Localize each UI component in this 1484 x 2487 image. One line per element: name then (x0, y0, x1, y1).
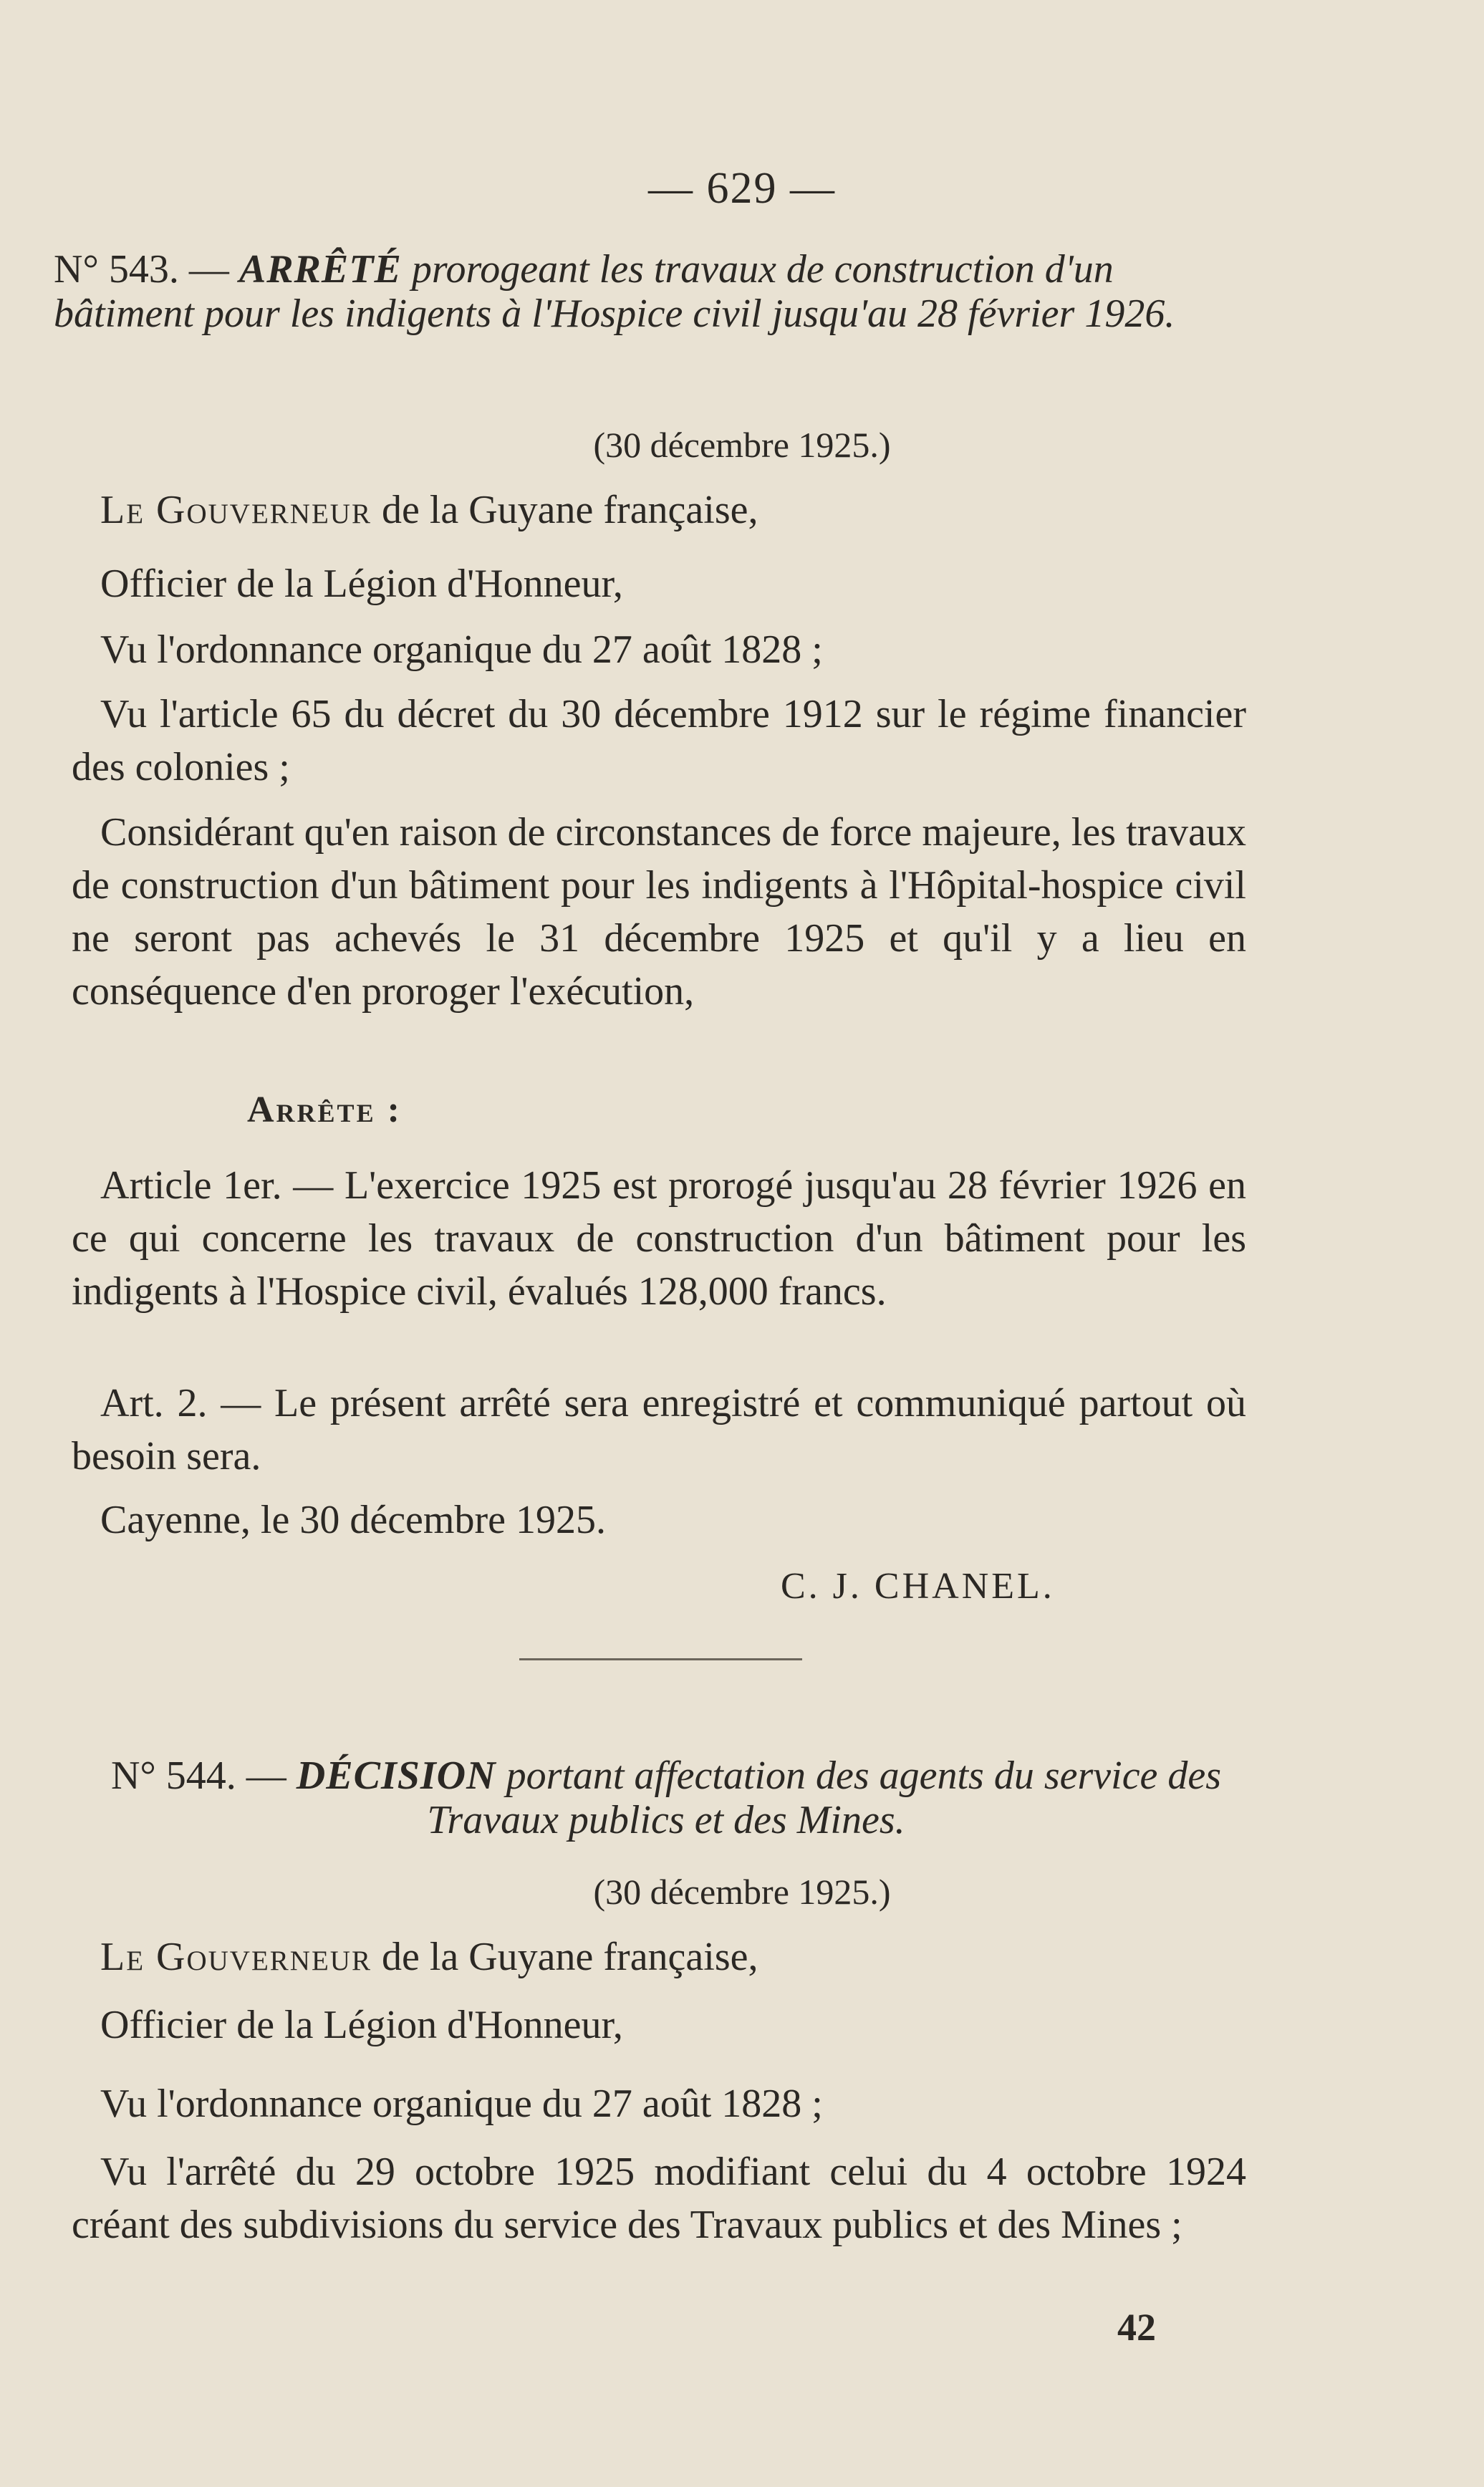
section-divider (519, 1658, 802, 1660)
entry-544-heading (72, 1754, 1261, 1842)
governor-title: Le Gouverneur (100, 488, 372, 532)
governor-territory: de la Guyane française, (381, 488, 758, 532)
entry-543-signature: C. J. CHANEL. (781, 1566, 1055, 1607)
entry-543-arrete-label: Arrête : (247, 1089, 402, 1130)
entry-543-vu-ordonnance: Vu l'ordonnance organique du 27 août 1828 ; (100, 627, 823, 672)
entry-543-officer: Officier de la Légion d'Honneur, (100, 562, 623, 606)
governor-territory: de la Guyane française, (381, 1935, 758, 1979)
entry-543-considerant: Considérant qu'en raison de circonstances de force majeure, les travaux de construction d'un bâtiment pour les indigents à l'Hôpital-hospice civil ne seront pas achevés le 31 décembre 1925 et qu'il y a lieu en conséquence d'en proroger l'exécution, (72, 810, 1246, 1014)
entry-543-place-date: Cayenne, le 30 décembre 1925. (100, 1498, 606, 1542)
entry-543-heading (54, 247, 1257, 336)
entry-543-governor (72, 484, 1246, 537)
entry-544-number: N° 544. — (110, 1754, 286, 1798)
entry-544-date: (30 décembre 1925.) (593, 1872, 891, 1912)
footer-signature-number: 42 (1117, 2306, 1156, 2349)
entry-543-date: (30 décembre 1925.) (593, 425, 891, 465)
entry-543-vu-decret: Vu l'article 65 du décret du 30 décembre 1912 sur le régime financier des colonies ; (72, 692, 1246, 789)
entry-544-keyword: DÉCISION (296, 1754, 496, 1798)
entry-544-vu-ordonnance: Vu l'ordonnance organique du 27 août 1828 ; (100, 2082, 823, 2126)
governor-title: Le Gouverneur (100, 1935, 372, 1979)
entry-543-article-1: Article 1er. — L'exercice 1925 est prorogé jusqu'au 28 février 1926 en ce qui concerne les travaux de construction d'un bâtiment pour les indigents à l'Hospice civil, évalués 128,000 francs. (72, 1163, 1246, 1314)
entry-544-description: portant affectation des agents du service des Travaux publics et des Mines. (427, 1754, 1222, 1842)
entry-543-number: N° 543. — (54, 247, 229, 292)
entry-543-description: prorogeant les travaux de construction d'un bâtiment pour les indigents à l'Hospice civil jusqu'au 28 février 1926. (54, 247, 1175, 336)
entry-544-officer: Officier de la Légion d'Honneur, (100, 2003, 623, 2047)
entry-544-governor (72, 1930, 1246, 1983)
entry-543-keyword: ARRÊTÉ (238, 247, 402, 292)
page-number: — 629 — (648, 164, 836, 213)
entry-544-vu-arrete: Vu l'arrêté du 29 octobre 1925 modifiant celui du 4 octobre 1924 créant des subdivisions du service des Travaux publics et des Mines ; (72, 2150, 1246, 2247)
entry-543-article-2: Art. 2. — Le présent arrêté sera enregistré et communiqué partout où besoin sera. (72, 1381, 1246, 1478)
